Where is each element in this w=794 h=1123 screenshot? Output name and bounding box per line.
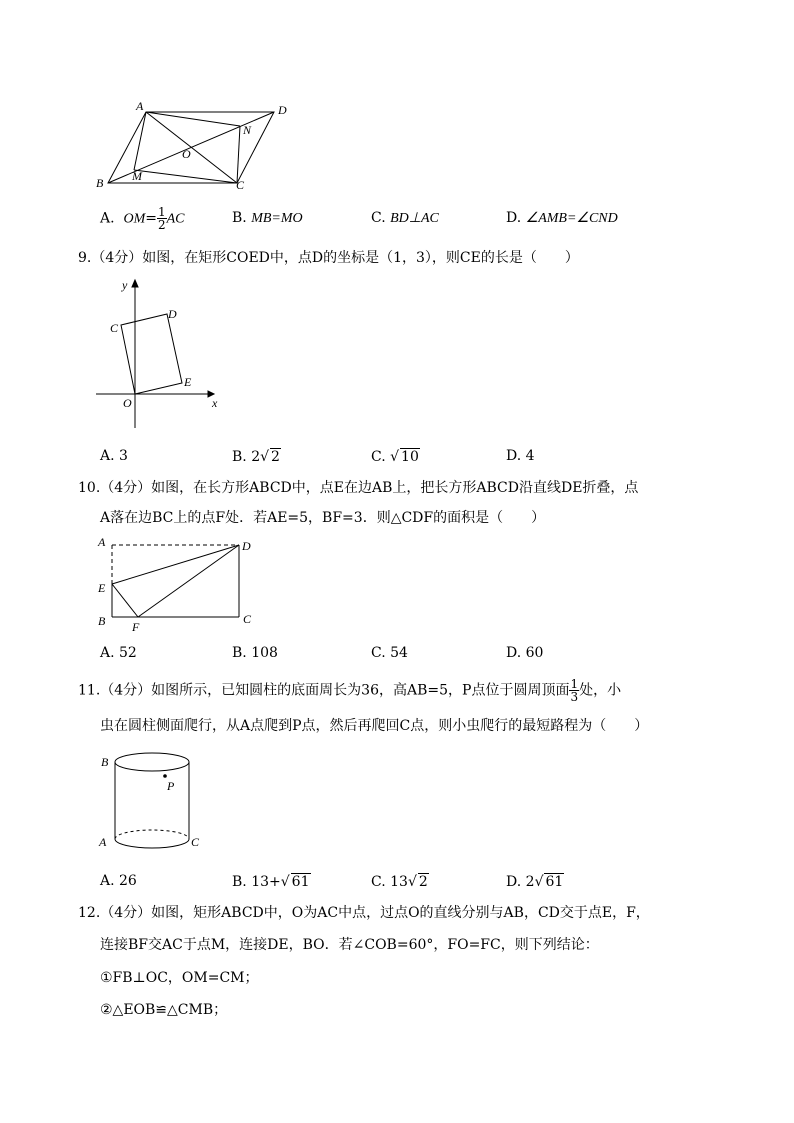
q8-option-b: B. MB=MO bbox=[232, 210, 303, 226]
label-N: N bbox=[243, 123, 252, 137]
label-B: B bbox=[98, 614, 106, 628]
q9-option-b: B. 2√ 2 bbox=[232, 449, 280, 465]
q12-stem-line1: 12.（4分）如图，矩形ABCD中，O为AC中点，过点O的直线分别与AB，CD交于点E，F， bbox=[78, 905, 650, 921]
label-C: C bbox=[191, 835, 200, 849]
label-E: E bbox=[184, 375, 192, 389]
label-M: M bbox=[132, 169, 142, 183]
label-A: A bbox=[98, 535, 106, 549]
label-D: D bbox=[242, 539, 251, 553]
q8-option-c: C. BD⊥AC bbox=[371, 210, 439, 226]
label-B: B bbox=[101, 755, 109, 769]
q11-stem-line1: 11.（4分）如图所示，已知圆柱的底面周长为36，高AB=5，P点位于圆周顶面 $\frac{1}{3}$ 处，小 bbox=[78, 677, 622, 704]
q12-item-1: ①FB⊥OC，OM=CM； bbox=[100, 970, 259, 986]
label-D: D bbox=[278, 103, 287, 117]
label-A: A bbox=[99, 835, 107, 849]
q12-stem-line2: 连接BF交AC于点M，连接DE，BO．若∠COB=60°，FO=FC，则下列结论： bbox=[100, 937, 599, 953]
label-y: y bbox=[122, 278, 128, 292]
label-x: x bbox=[212, 396, 218, 410]
q9-option-d: D. 4 bbox=[506, 448, 535, 464]
figure-cylinder bbox=[95, 746, 210, 858]
figure-parallelogram bbox=[90, 98, 300, 193]
q8-option-d: D. ∠AMB=∠CND bbox=[506, 210, 618, 226]
figure-coordinate-rectangle bbox=[92, 276, 227, 436]
label-E: E bbox=[98, 581, 106, 595]
q12-item-2: ②△EOB≌△CMB； bbox=[100, 1002, 228, 1018]
q11-stem-line2: 虫在圆柱侧面爬行，从A点爬到P点，然后再爬回C点，则小虫爬行的最短路程为（ ） bbox=[100, 718, 649, 734]
label-B: B bbox=[96, 176, 104, 190]
q9-option-a: A. 3 bbox=[100, 448, 128, 464]
label-D: D bbox=[168, 307, 177, 321]
q11-option-a: A. 26 bbox=[100, 873, 137, 889]
q9-option-c: C. √ 10 bbox=[371, 449, 419, 465]
label-C: C bbox=[236, 178, 245, 192]
label-A: A bbox=[136, 99, 144, 113]
label-O: O bbox=[182, 147, 191, 161]
label-F: F bbox=[132, 620, 140, 634]
q10-stem-line2: A落在边BC上的点F处．若AE=5，BF=3．则△CDF的面积是（ ） bbox=[100, 510, 546, 526]
q11-option-d: D. 2√ 61 bbox=[506, 874, 564, 890]
q11-option-b: B. 13+√ 61 bbox=[232, 874, 310, 890]
q11-option-c: C. 13√ 2 bbox=[371, 874, 428, 890]
label-C: C bbox=[243, 612, 252, 626]
q10-stem-line1: 10.（4分）如图，在长方形ABCD中，点E在边AB上，把长方形ABCD沿直线DE折叠，点 bbox=[78, 480, 639, 496]
q10-option-c: C. 54 bbox=[371, 645, 408, 661]
q10-option-a: A. 52 bbox=[100, 645, 137, 661]
q10-option-d: D. 60 bbox=[506, 645, 544, 661]
q8-option-a: A. OM= $\frac{1}{2}$ AC bbox=[100, 205, 185, 232]
q10-option-b: B. 108 bbox=[232, 645, 278, 661]
label-C: C bbox=[110, 321, 119, 335]
label-P: P bbox=[167, 779, 175, 793]
figure-folded-rectangle bbox=[92, 532, 262, 634]
q9-stem: 9.（4分）如图，在矩形COED中，点D的坐标是（1，3），则CE的长是（ ） bbox=[78, 250, 579, 266]
label-O: O bbox=[123, 396, 132, 410]
